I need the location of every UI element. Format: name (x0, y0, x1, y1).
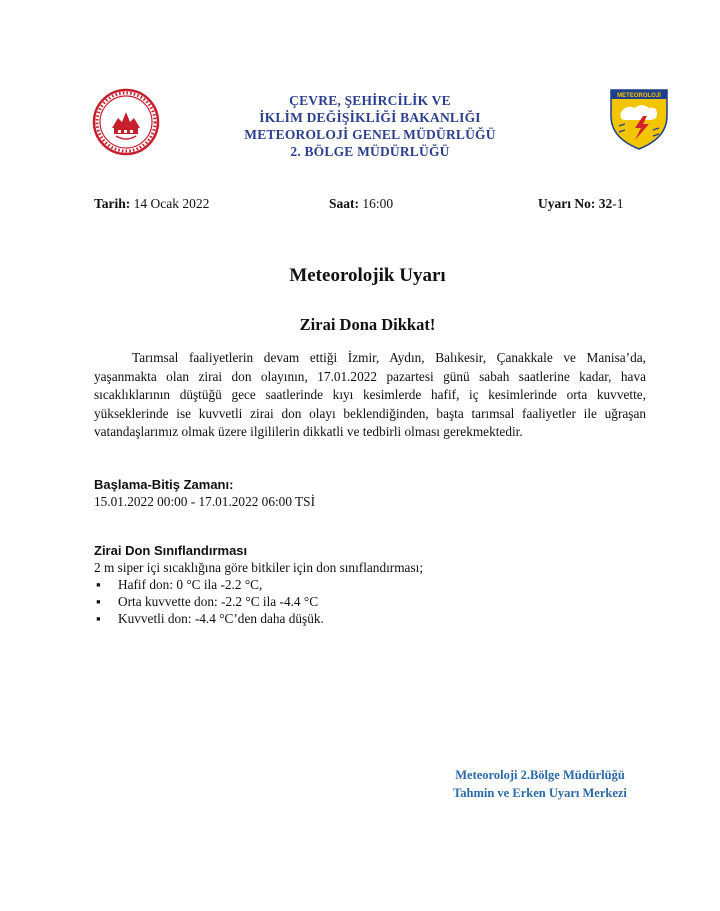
time-value: 16:00 (359, 196, 394, 211)
time-field (329, 196, 393, 212)
date-label: Tarih: (94, 196, 131, 211)
meteorology-logo (607, 86, 671, 152)
time-label: Saat: (329, 196, 359, 211)
classification-intro: 2 m siper içi sıcaklığına göre bitkiler için don sınıflandırması; (94, 560, 424, 575)
date-field (94, 196, 209, 212)
signature-line-1: Meteoroloji 2.Bölge Müdürlüğü (455, 768, 625, 782)
bullet-icon: ▪ (96, 611, 101, 626)
ministry-header (170, 92, 570, 160)
classification-list (94, 576, 654, 627)
ministry-line-1: ÇEVRE, ŞEHİRCİLİK VE (289, 93, 451, 108)
bullet-icon: ▪ (96, 594, 101, 609)
bullet-icon: ▪ (96, 577, 101, 592)
period-value: 15.01.2022 00:00 - 17.01.2022 06:00 TSİ (94, 494, 316, 509)
ministry-seal-logo (92, 88, 160, 156)
list-item: ▪ Kuvvetli don: -4.4 °C’den daha düşük. (96, 611, 324, 626)
ministry-line-4: 2. BÖLGE MÜDÜRLÜĞÜ (290, 144, 450, 159)
page-title: Meteorolojik Uyarı (289, 265, 446, 286)
signature-line-2: Tahmin ve Erken Uyarı Merkezi (453, 786, 627, 800)
classification-heading: Zirai Don Sınıflandırması (94, 543, 248, 558)
warning-number-field (538, 196, 624, 212)
period-section (94, 476, 654, 510)
list-item: ▪ Hafif don: 0 °C ila -2.2 °C, (96, 577, 263, 592)
period-heading: Başlama-Bitiş Zamanı: (94, 477, 234, 492)
warning-suffix: -1 (612, 196, 624, 211)
page-subtitle: Zirai Dona Dikkat! (299, 315, 436, 334)
svg-text:METEOROLOJİ: METEOROLOJİ (617, 93, 661, 99)
classification-section (94, 542, 654, 627)
signature-block (380, 766, 700, 802)
ministry-line-2: İKLİM DEĞİŞİKLİĞİ BAKANLIĞI (259, 110, 481, 125)
date-value: 14 Ocak 2022 (130, 196, 210, 211)
warning-body: Tarımsal faaliyetlerin devam ettiği İzmir, Aydın, Balıkesir, Çanakkale ve Manisa’da, yaşanmakta olan zirai don olayının, 17.01.2022 pazartesi günü sabah saatlerine kadar, hava sıcaklıklarının düştüğü gece saatlerinde kıyı kesimlerde hafif, iç kesimlerinde orta kuvvette, yükseklerinde ise kuvvetli zirai don olayı beklendiğinden, başta tarımsal faaliyetler ile uğraşan vatandaşlarımız olmak üzere ilgililerin dikkatli ve tedbirli olması gerekmektedir. (94, 350, 646, 440)
ministry-line-3: METEOROLOJİ GENEL MÜDÜRLÜĞÜ (244, 127, 496, 142)
list-item: ▪ Orta kuvvette don: -2.2 °C ila -4.4 °C (96, 594, 319, 609)
warning-label: Uyarı No: 32 (538, 196, 613, 211)
